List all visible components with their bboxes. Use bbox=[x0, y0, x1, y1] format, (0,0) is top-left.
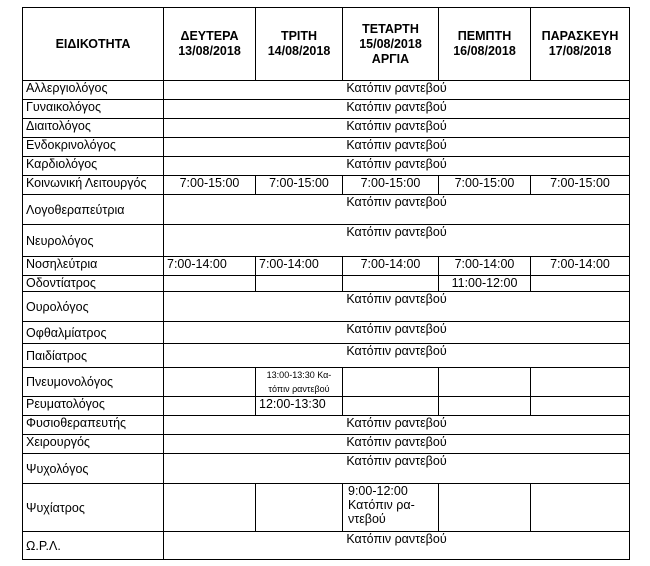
table-row bbox=[23, 322, 630, 344]
appointment-cell: Κατόπιν ραντεβού bbox=[164, 100, 630, 119]
table-row bbox=[23, 81, 630, 100]
day-date: 14/08/2018 bbox=[267, 44, 331, 58]
hours-cell bbox=[531, 397, 630, 416]
hours-cell bbox=[439, 397, 531, 416]
schedule-table bbox=[22, 7, 630, 560]
appointment-cell: Κατόπιν ραντεβού bbox=[164, 157, 630, 176]
hours-cell bbox=[164, 368, 256, 397]
specialty-cell: Καρδιολόγος bbox=[23, 157, 164, 176]
table-row bbox=[23, 119, 630, 138]
hours-cell bbox=[164, 397, 256, 416]
specialty-cell: Ψυχολόγος bbox=[23, 454, 164, 484]
appointment-cell: Κατόπιν ραντεβού bbox=[164, 416, 630, 435]
specialty-cell: Διαιτολόγος bbox=[23, 119, 164, 138]
day-name: ΤΡΙΤΗ bbox=[280, 29, 318, 43]
table-row bbox=[23, 100, 630, 119]
day-name: ΔΕΥΤΕΡΑ bbox=[180, 29, 239, 43]
table-row bbox=[23, 176, 630, 195]
table-row bbox=[23, 368, 630, 397]
day-date: 17/08/2018 bbox=[548, 44, 612, 58]
table-row bbox=[23, 195, 630, 225]
specialty-cell: Κοινωνική Λειτουργός bbox=[23, 176, 164, 195]
specialty-cell: Νοσηλεύτρια bbox=[23, 257, 164, 276]
appointment-cell: Κατόπιν ραντεβού bbox=[164, 322, 630, 344]
day-name: ΠΕΜΠΤΗ bbox=[457, 29, 512, 43]
table-row bbox=[23, 138, 630, 157]
table-row bbox=[23, 532, 630, 560]
table-row bbox=[23, 292, 630, 322]
specialty-cell: Οδοντίατρος bbox=[23, 276, 164, 292]
appointment-cell: Κατόπιν ραντεβού bbox=[164, 292, 630, 322]
hours-cell: 7:00-15:00 bbox=[531, 176, 630, 195]
specialty-cell: Ενδοκρινολόγος bbox=[23, 138, 164, 157]
appointment-cell: Κατόπιν ραντεβού bbox=[164, 119, 630, 138]
table-row bbox=[23, 257, 630, 276]
hours-cell bbox=[164, 484, 256, 532]
specialty-cell: Παιδίατρος bbox=[23, 344, 164, 368]
specialty-cell: Ω.Ρ.Λ. bbox=[23, 532, 164, 560]
appointment-cell: Κατόπιν ραντεβού bbox=[164, 195, 630, 225]
specialty-cell: Πνευμονολόγος bbox=[23, 368, 164, 397]
hours-cell bbox=[343, 276, 439, 292]
hours-cell: 7:00-15:00 bbox=[164, 176, 256, 195]
table-body bbox=[23, 81, 630, 560]
hours-cell: 13:00-13:30 Κα-τόπιν ραντεβού bbox=[256, 368, 343, 397]
hours-cell bbox=[439, 484, 531, 532]
specialty-header: ΕΙΔΙΚΟΤΗΤΑ bbox=[23, 8, 164, 81]
hours-cell bbox=[164, 276, 256, 292]
header-row bbox=[23, 8, 630, 81]
hours-cell bbox=[256, 484, 343, 532]
appointment-cell: Κατόπιν ραντεβού bbox=[164, 532, 630, 560]
specialty-cell: Χειρουργός bbox=[23, 435, 164, 454]
specialty-cell: Ρευματολόγος bbox=[23, 397, 164, 416]
day-name: ΤΕΤΑΡΤΗ bbox=[362, 21, 419, 36]
specialty-cell: Γυναικολόγος bbox=[23, 100, 164, 119]
table-row bbox=[23, 454, 630, 484]
table-row bbox=[23, 484, 630, 532]
hours-cell bbox=[531, 276, 630, 292]
hours-cell: 7:00-14:00 bbox=[343, 257, 439, 276]
appointment-cell: Κατόπιν ραντεβού bbox=[164, 225, 630, 257]
hours-cell: 7:00-14:00 bbox=[531, 257, 630, 276]
table-row bbox=[23, 344, 630, 368]
day-header bbox=[343, 8, 439, 81]
day-header bbox=[164, 8, 256, 81]
specialty-cell: Αλλεργιολόγος bbox=[23, 81, 164, 100]
specialty-cell: Νευρολόγος bbox=[23, 225, 164, 257]
appointment-cell: Κατόπιν ραντεβού bbox=[164, 138, 630, 157]
specialty-cell: Ψυχίατρος bbox=[23, 484, 164, 532]
day-date: 13/08/2018 bbox=[178, 44, 241, 58]
table-row bbox=[23, 435, 630, 454]
hours-cell: 12:00-13:30 bbox=[256, 397, 343, 416]
day-date: 15/08/2018 bbox=[359, 36, 422, 51]
specialty-cell: Οφθαλμίατρος bbox=[23, 322, 164, 344]
table-row bbox=[23, 397, 630, 416]
appointment-cell: Κατόπιν ραντεβού bbox=[164, 344, 630, 368]
specialty-cell: Φυσιοθεραπευτής bbox=[23, 416, 164, 435]
day-name: ΠΑΡΑΣΚΕΥΗ bbox=[541, 29, 619, 43]
hours-cell bbox=[531, 484, 630, 532]
hours-cell: 11:00-12:00 bbox=[439, 276, 531, 292]
table-header bbox=[23, 8, 630, 81]
hours-cell: 7:00-15:00 bbox=[256, 176, 343, 195]
hours-cell: 7:00-14:00 bbox=[439, 257, 531, 276]
holiday-note: ΑΡΓΙΑ bbox=[371, 51, 410, 66]
hours-cell: 9:00-12:00 Κατόπιν ρα-ντεβού bbox=[343, 484, 439, 532]
appointment-cell: Κατόπιν ραντεβού bbox=[164, 454, 630, 484]
day-header bbox=[531, 8, 630, 81]
specialty-cell: Ουρολόγος bbox=[23, 292, 164, 322]
appointment-cell: Κατόπιν ραντεβού bbox=[164, 81, 630, 100]
hours-cell: 7:00-14:00 bbox=[256, 257, 343, 276]
appointment-cell: Κατόπιν ραντεβού bbox=[164, 435, 630, 454]
table-row bbox=[23, 157, 630, 176]
day-header bbox=[439, 8, 531, 81]
table-row bbox=[23, 416, 630, 435]
day-date: 16/08/2018 bbox=[453, 44, 516, 58]
hours-cell: 7:00-15:00 bbox=[343, 176, 439, 195]
table-row bbox=[23, 276, 630, 292]
specialty-cell: Λογοθεραπεύτρια bbox=[23, 195, 164, 225]
hours-cell bbox=[439, 368, 531, 397]
hours-cell bbox=[256, 276, 343, 292]
hours-cell bbox=[531, 368, 630, 397]
hours-cell bbox=[343, 397, 439, 416]
hours-cell: 7:00-14:00 bbox=[164, 257, 256, 276]
day-header bbox=[256, 8, 343, 81]
table-row bbox=[23, 225, 630, 257]
hours-cell bbox=[343, 368, 439, 397]
hours-cell: 7:00-15:00 bbox=[439, 176, 531, 195]
